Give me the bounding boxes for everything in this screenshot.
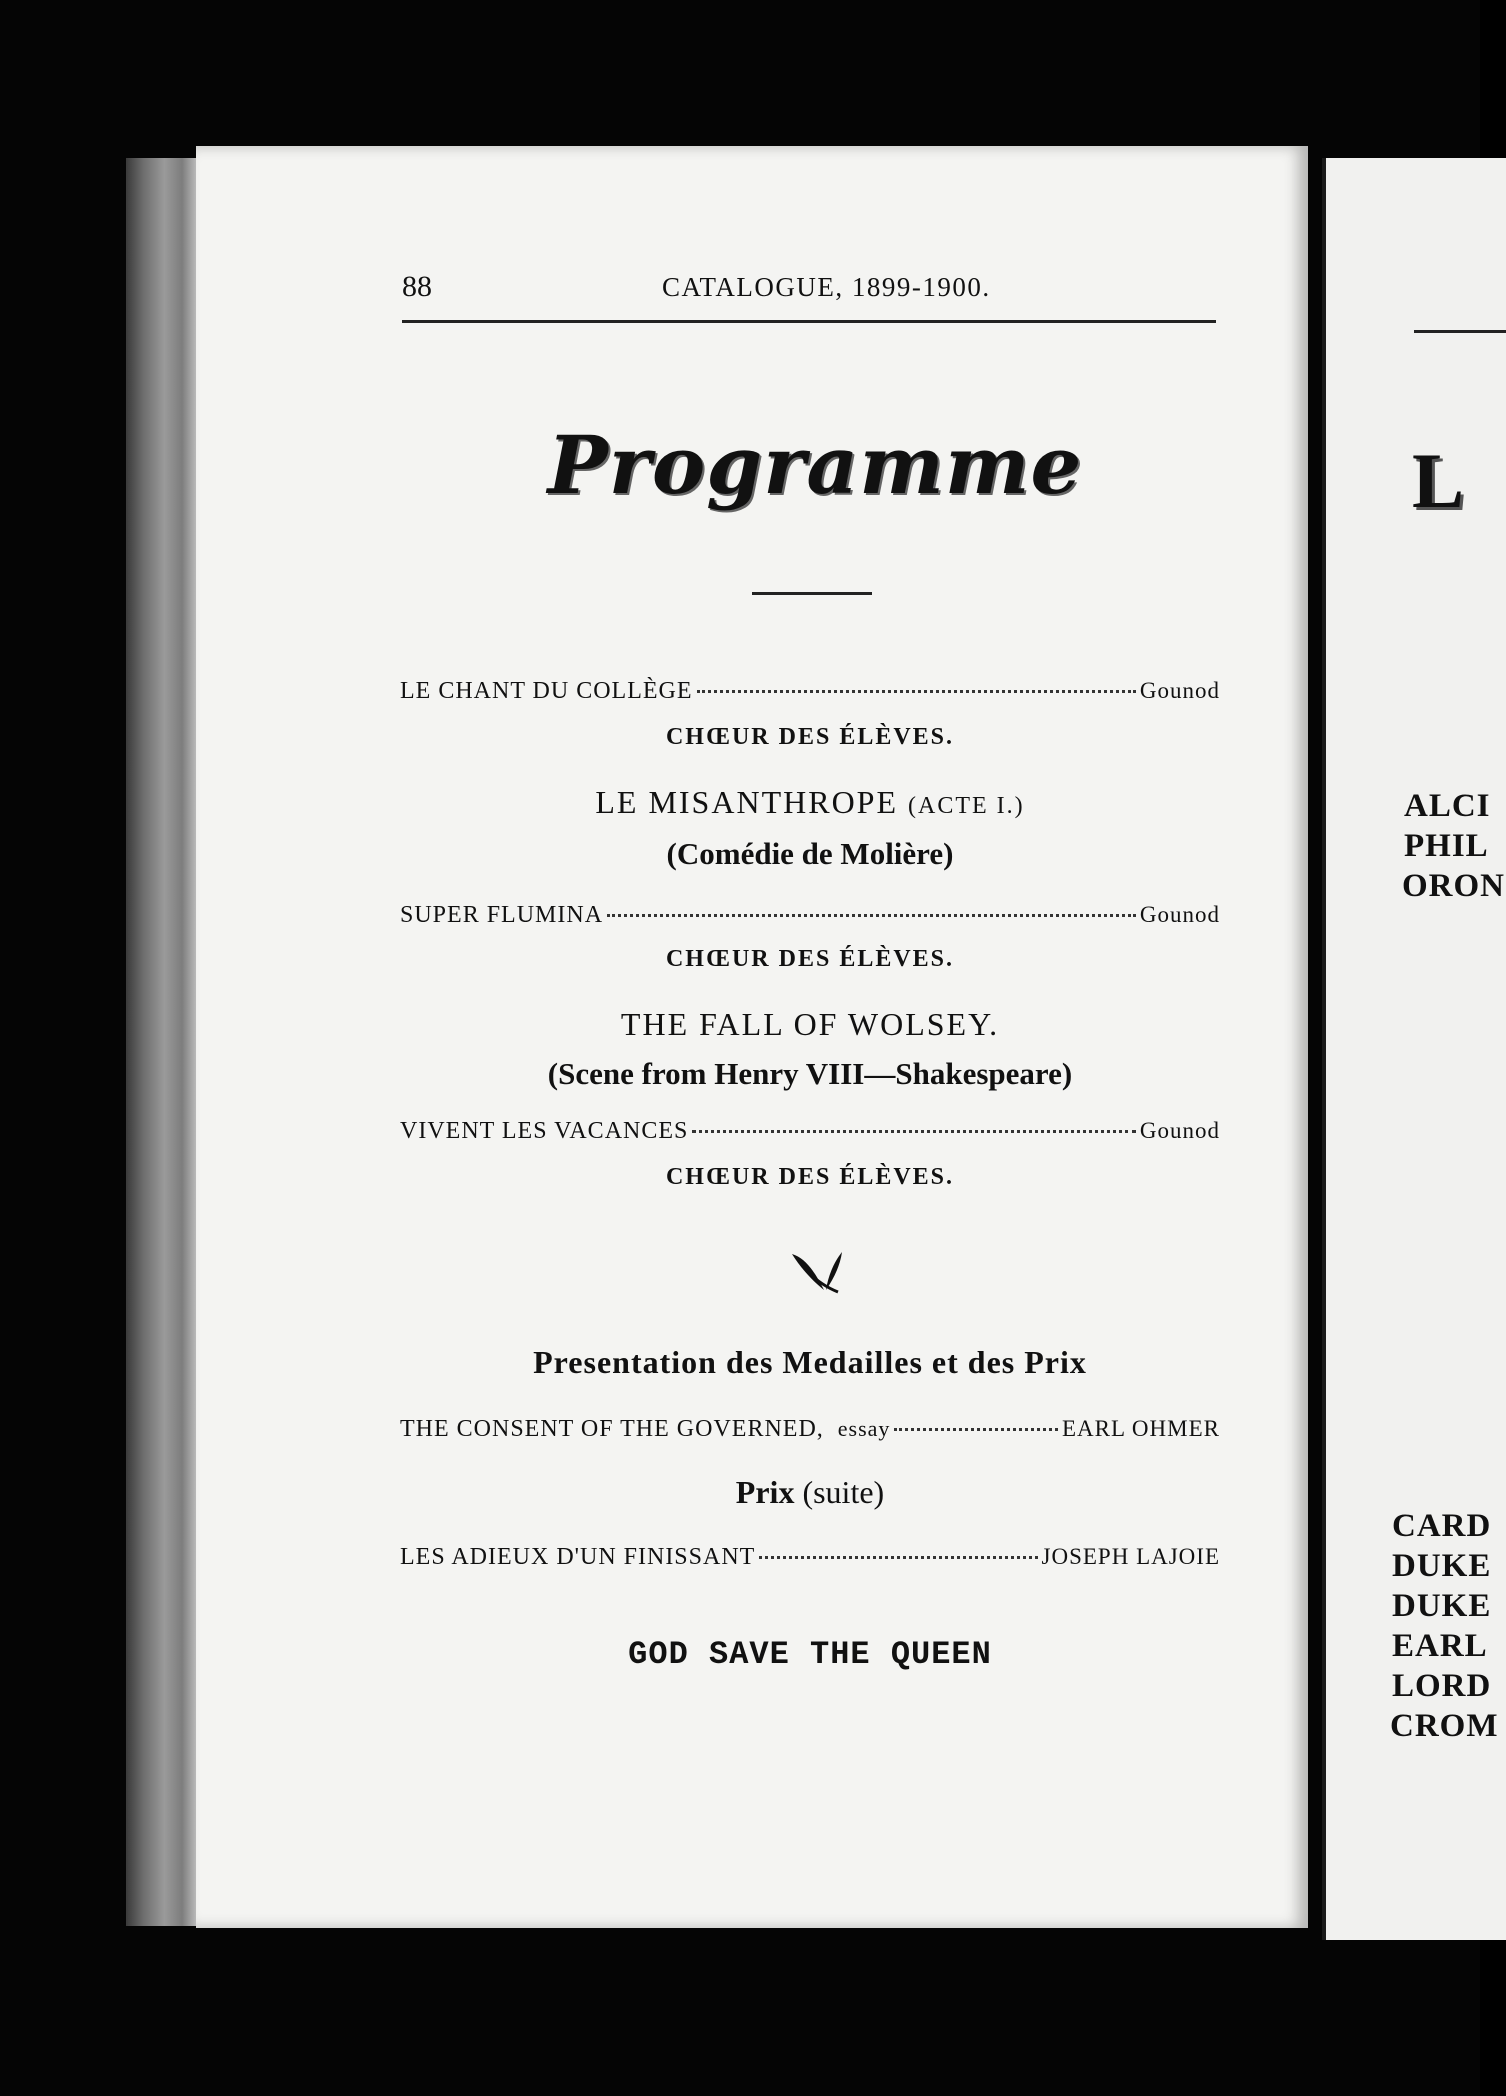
facing-word: PHIL bbox=[1404, 828, 1489, 864]
program-entry bbox=[400, 1118, 1220, 1145]
prix-word: Prix bbox=[735, 1474, 795, 1510]
leader-dots bbox=[759, 1556, 1037, 1559]
leader-dots bbox=[692, 1130, 1136, 1133]
play-name: LE MISANTHROPE bbox=[595, 784, 899, 820]
program-entry bbox=[400, 678, 1220, 705]
play-title: THE FALL OF WOLSEY. bbox=[620, 1006, 1000, 1042]
play-subtitle: (Comédie de Molière) bbox=[666, 836, 954, 871]
essay-author: EARL OHMER bbox=[1061, 1416, 1220, 1441]
facing-word: CROM bbox=[1390, 1708, 1499, 1744]
leader-dots bbox=[607, 914, 1136, 917]
page-header bbox=[402, 270, 1216, 323]
essay-kind: essay bbox=[837, 1416, 891, 1441]
chorus-line: CHŒUR DES ÉLÈVES. bbox=[665, 946, 955, 972]
entry-composer: Gounod bbox=[1139, 902, 1220, 927]
facing-word: LORD bbox=[1392, 1668, 1492, 1704]
essay-entry bbox=[400, 1416, 1220, 1443]
presentation-heading: Presentation des Medailles et des Prix bbox=[533, 1344, 1087, 1380]
entry-title: VIVENT LES VACANCES bbox=[400, 1118, 689, 1144]
essay-title: THE CONSENT OF THE GOVERNED, bbox=[400, 1416, 824, 1442]
leader-dots bbox=[697, 690, 1136, 693]
entry-composer: Gounod bbox=[1139, 1118, 1220, 1143]
facing-word: ORON bbox=[1402, 868, 1505, 904]
book-spine bbox=[126, 158, 196, 1926]
program-entry bbox=[400, 902, 1220, 929]
leaf-ornament-icon bbox=[788, 1248, 848, 1298]
page-number: 88 bbox=[402, 270, 432, 303]
farewell-entry bbox=[400, 1544, 1220, 1571]
play-act: (ACTE I.) bbox=[908, 793, 1025, 819]
running-head: CATALOGUE, 1899-1900. bbox=[662, 272, 991, 302]
prix-suite: (suite) bbox=[802, 1474, 885, 1510]
play-title bbox=[400, 784, 1220, 821]
entry-composer: Gounod bbox=[1139, 678, 1220, 703]
farewell-author: JOSEPH LAJOIE bbox=[1041, 1544, 1220, 1569]
facing-page-heading: L bbox=[1412, 437, 1467, 524]
title-rule bbox=[752, 592, 872, 595]
entry-title: SUPER FLUMINA bbox=[400, 902, 604, 928]
closing-line: GOD SAVE THE QUEEN bbox=[628, 1636, 992, 1673]
chorus-line: CHŒUR DES ÉLÈVES. bbox=[665, 724, 955, 750]
leader-dots bbox=[894, 1428, 1058, 1431]
facing-word: DUKE bbox=[1392, 1548, 1492, 1584]
facing-word: CARD bbox=[1392, 1508, 1492, 1544]
entry-title: LE CHANT DU COLLÈGE bbox=[400, 678, 693, 704]
prix-heading bbox=[400, 1474, 1220, 1511]
facing-page bbox=[1322, 158, 1506, 1940]
page-title: Programme bbox=[547, 418, 1083, 512]
facing-word: ALCI bbox=[1404, 788, 1491, 824]
facing-word: EARL bbox=[1392, 1628, 1488, 1664]
facing-word: DUKE bbox=[1392, 1588, 1492, 1624]
chorus-line: CHŒUR DES ÉLÈVES. bbox=[665, 1164, 955, 1190]
farewell-title: LES ADIEUX D'UN FINISSANT bbox=[400, 1544, 756, 1570]
play-subtitle: (Scene from Henry VIII—Shakespeare) bbox=[547, 1056, 1073, 1091]
facing-page-rule bbox=[1414, 330, 1506, 333]
